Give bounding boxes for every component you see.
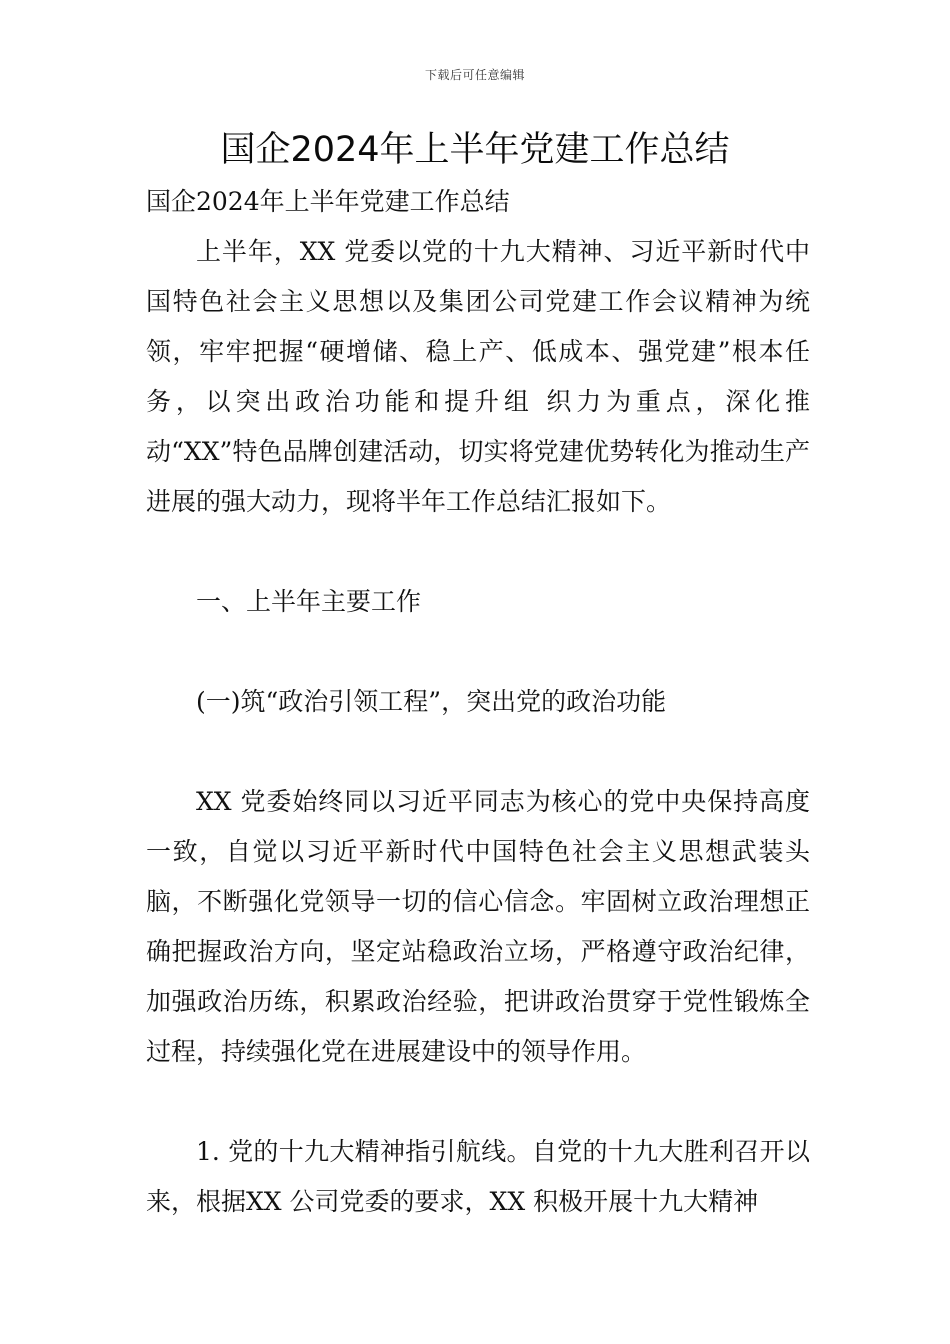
intro-paragraph: 上半年，XX 党委以党的十九大精神、习近平新时代中国特色社会主义思想以及集团公司党建工作会议精神为统领，牢牢把握“硬增储、稳上产、低成本、强党建”根本任务，以突出政治功能和提升组 织力为重点，深化推动“XX”特色品牌创建活动，切实将党建优势转化为推动生产进展的强大动力，现将半年工作总结汇报如下。: [146, 237, 810, 516]
list-item-1: 1. 党的十九大精神指引航线。自党的十九大胜利召开以来，根据XX 公司党委的要求，XX 积极开展十九大精神: [146, 1137, 810, 1216]
section-heading-1: 一、上半年主要工作: [196, 587, 422, 616]
header-note: 下载后可任意编辑: [424, 68, 525, 82]
document-body: [146, 177, 810, 1227]
document-title: 国企2024年上半年党建工作总结: [220, 130, 730, 170]
body-paragraph-1: XX 党委始终同以习近平同志为核心的党中央保持高度一致，自觉以习近平新时代中国特色社会主义思想武装头脑，不断强化党领导一切的信心信念。牢固树立政治理想正确把握政治方向，坚定站稳政治立场，严格遵守政治纪律，加强政治历练，积累政治经验，把讲政治贯穿于党性锻炼全过程，持续强化党在进展建设中的领导作用。: [146, 787, 810, 1066]
document-subtitle: 国企2024年上半年党建工作总结: [146, 187, 510, 216]
subsection-heading-1: (一)筑“政治引领工程”，突出党的政治功能: [196, 687, 667, 716]
